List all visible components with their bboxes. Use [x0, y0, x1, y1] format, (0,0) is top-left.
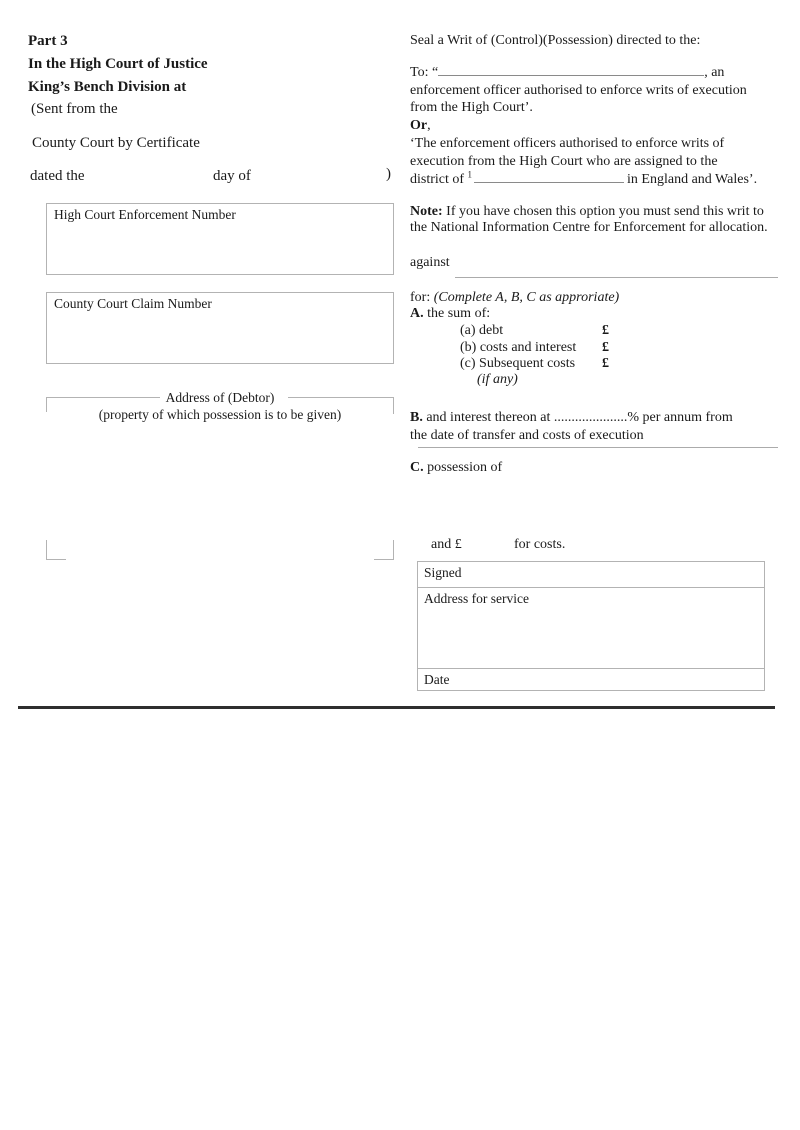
address-box-bottom-left-mark	[46, 540, 66, 560]
section-a-line	[410, 306, 490, 322]
item-b-costs-interest: (b) costs and interest	[460, 340, 577, 355]
section-c-text: possession of	[423, 460, 503, 475]
item-a-debt: (a) debt	[460, 323, 504, 338]
address-box-bottom-right-mark	[374, 540, 394, 560]
against-blank-line[interactable]	[455, 277, 778, 278]
address-for-service-field[interactable]	[418, 588, 764, 669]
address-of-debtor-subtitle: (property of which possession is to be given)	[98, 407, 342, 422]
dated-the-label: dated the	[30, 168, 85, 184]
to-line	[410, 63, 784, 82]
day-of-label: day of	[213, 168, 251, 184]
date-field[interactable]	[418, 669, 764, 690]
section-c-label: C.	[410, 460, 424, 475]
section-a-text: the sum of:	[423, 306, 491, 321]
against-label: against	[410, 255, 450, 270]
officers-line-1: ‘The enforcement officers authorised to enforce writs of	[410, 135, 725, 151]
if-any-note: (if any)	[477, 372, 518, 387]
pound-sign-costs-interest: £	[602, 340, 609, 355]
county-court-claim-number-box[interactable]	[46, 292, 394, 364]
item-c-subsequent-costs: (c) Subsequent costs	[460, 356, 576, 371]
or-line	[410, 117, 784, 135]
section-b-divider-line	[418, 447, 778, 448]
section-c-line	[410, 460, 502, 476]
district-suffix: in England and Wales’.	[627, 172, 758, 188]
or-word: Or	[410, 118, 428, 134]
note-label: Note:	[410, 204, 443, 219]
to-suffix: , an	[704, 65, 725, 80]
division-heading: King’s Bench Division at	[28, 79, 187, 95]
district-line	[410, 170, 784, 189]
close-paren: )	[386, 166, 391, 182]
note-paragraph	[410, 204, 782, 236]
seal-direction-text: Seal a Writ of (Control)(Possession) directed to the:	[410, 33, 701, 48]
for-instruction: (Complete A, B, C as approriate)	[433, 290, 620, 305]
date-label: Date	[424, 672, 450, 687]
high-court-enforcement-number-label: High Court Enforcement Number	[54, 207, 236, 222]
directed-to-paragraph	[410, 63, 784, 189]
section-b-line-1	[410, 409, 784, 427]
to-line-2: enforcement officer authorised to enforce writs of execution	[410, 82, 747, 98]
or-comma: ,	[427, 118, 431, 134]
footnote-marker: 1	[467, 169, 473, 180]
for-costs-label: for costs.	[514, 537, 566, 552]
part-heading: Part 3	[28, 33, 68, 49]
for-prefix: for:	[410, 290, 434, 305]
address-for-service-label: Address for service	[424, 591, 529, 606]
section-b-text-1: and interest thereon at .....................% per annum from	[422, 410, 733, 425]
county-court-claim-number-label: County Court Claim Number	[54, 296, 212, 311]
sent-from-text: (Sent from the	[31, 101, 118, 117]
and-pound-label: and £	[431, 537, 462, 552]
address-of-debtor-field[interactable]	[47, 412, 393, 540]
court-heading: In the High Court of Justice	[28, 56, 208, 72]
high-court-enforcement-number-box[interactable]	[46, 203, 394, 275]
section-a-label: A.	[410, 306, 424, 321]
pound-sign-subsequent: £	[602, 356, 609, 371]
county-court-text: County Court by Certificate	[32, 135, 200, 151]
note-text: If you have chosen this option you must send this writ to the National Information Centre for Enforcement for allocation.	[410, 204, 768, 235]
address-of-debtor-title: Address of (Debtor)	[165, 390, 275, 405]
officers-line-2: execution from the High Court who are assigned to the	[410, 153, 718, 169]
to-prefix: To: “	[410, 65, 439, 80]
bottom-rule	[18, 706, 775, 709]
section-b-label: B.	[410, 410, 423, 425]
signed-field[interactable]	[418, 562, 764, 588]
section-b-line-2: the date of transfer and costs of execution	[410, 427, 644, 443]
signed-label: Signed	[424, 565, 462, 580]
signature-table	[417, 561, 765, 691]
to-line-3: from the High Court’.	[410, 100, 533, 116]
section-b-paragraph	[410, 409, 784, 444]
district-prefix: district of	[410, 172, 465, 188]
pound-sign-debt: £	[602, 323, 609, 338]
district-name-blank[interactable]	[474, 170, 624, 183]
enforcement-officer-name-blank[interactable]	[438, 63, 704, 76]
for-line	[410, 290, 619, 306]
